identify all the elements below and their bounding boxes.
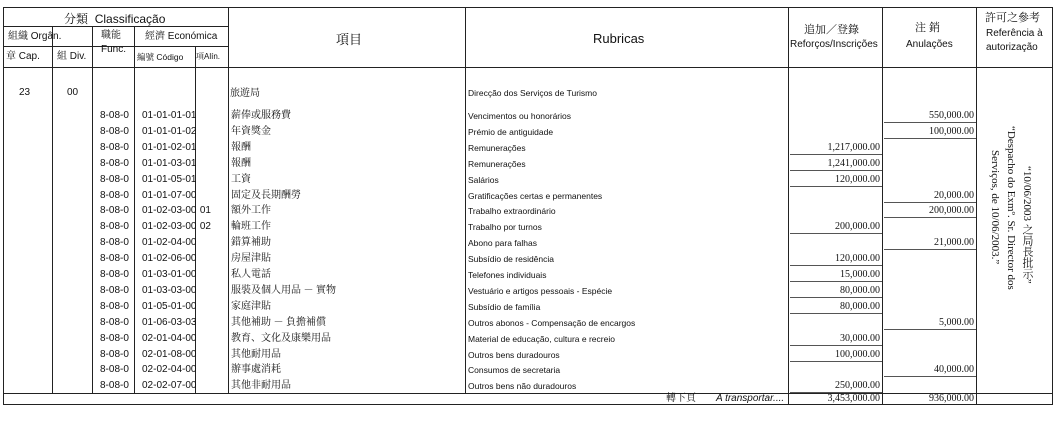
header-bottom-border: [3, 67, 1052, 68]
footer-transport-pt: A transportar....: [716, 393, 785, 404]
row-anulacao: 20,000.00: [934, 190, 974, 201]
row-rubrica: Outros bens duradouros: [468, 350, 560, 360]
row-rubrica: Outros abonos - Compensação de encargos: [468, 318, 636, 328]
row-rubrica: Outros bens não duradouros: [468, 381, 577, 391]
row-code: 02-02-07-00: [142, 380, 197, 391]
row-item-cn: 固定及長期酬勞: [231, 190, 301, 201]
row-code: 01-03-03-00: [142, 285, 197, 296]
col-line-reforcos: [788, 7, 789, 405]
row-code: 01-01-03-01: [142, 158, 197, 169]
header-reforcos-pt: Reforços/Inscrições: [790, 39, 878, 50]
row-item-cn: 額外工作: [231, 205, 271, 216]
section-item-cn: 旅遊局: [230, 88, 260, 99]
row-rubrica: Subsídio de residência: [468, 254, 555, 264]
row-code: 01-02-04-00: [142, 237, 197, 248]
row-rubrica: Consumos de secretaria: [468, 365, 561, 375]
row-func: 8-08-0: [100, 317, 129, 328]
row-code: 01-01-01-02: [142, 126, 197, 137]
row-code: 01-05-01-00: [142, 301, 197, 312]
header-econ: 經濟 Económica: [145, 31, 218, 42]
row-rubrica: Salários: [468, 175, 499, 185]
col-line-items: [228, 7, 229, 393]
authorization-line1: “10/06/2003 之局長批示”: [1021, 166, 1033, 284]
reforco-underline: [790, 297, 882, 298]
row-item-cn: 其他耐用品: [231, 349, 281, 360]
row-code: 01-06-03-03: [142, 317, 197, 328]
section-cap: 23: [19, 87, 31, 98]
col-line-func: [92, 26, 93, 393]
row-reforco: 1,217,000.00: [827, 142, 880, 153]
row-func: 8-08-0: [100, 142, 129, 153]
col-line-rubricas: [465, 7, 466, 393]
header-func-pt: Func.: [101, 44, 127, 55]
header-items: 項目: [336, 32, 363, 47]
header-classificacao: 分類 Classificação: [64, 12, 166, 26]
row-reforco: 200,000.00: [835, 221, 880, 232]
row-func: 8-08-0: [100, 205, 129, 216]
row-func: 8-08-0: [100, 237, 129, 248]
row-reforco: 80,000.00: [840, 285, 880, 296]
col-line-auth: [976, 7, 977, 405]
row-code: 01-03-01-00: [142, 269, 197, 280]
row-item-cn: 家庭津貼: [231, 301, 271, 312]
row-code: 02-02-04-00: [142, 364, 197, 375]
row-rubrica: Trabalho extraordinário: [468, 206, 556, 216]
row-reforco: 30,000.00: [840, 333, 880, 344]
header-cap: 章 Cap.: [6, 51, 40, 62]
header-organ: 組織 Orgân.: [8, 31, 62, 42]
row-rubrica: Remunerações: [468, 143, 526, 153]
col-line-div: [52, 26, 53, 393]
anulacao-underline: [884, 329, 976, 330]
row-item-cn: 工資: [231, 174, 251, 185]
header-auth-pt2: autorização: [986, 42, 1038, 53]
row-item-cn: 教育、文化及康樂用品: [231, 333, 331, 344]
anulacao-underline: [884, 249, 976, 250]
row-code: 02-01-04-00: [142, 333, 197, 344]
row-alin: 02: [199, 221, 211, 232]
reforco-underline: [790, 186, 882, 187]
row-code: 01-02-03-00: [142, 221, 197, 232]
row-func: 8-08-0: [100, 253, 129, 264]
reforco-underline: [790, 170, 882, 171]
header-reforcos-cn: 追加／登錄: [804, 24, 859, 36]
row-code: 01-01-07-00: [142, 190, 197, 201]
row-rubrica: Telefones individuais: [468, 270, 547, 280]
row-item-cn: 其他補助 － 負擔補償: [231, 317, 326, 328]
row-reforco: 15,000.00: [840, 269, 880, 280]
header-div: 組 Div.: [57, 51, 87, 62]
row-item-cn: 年資獎金: [231, 126, 271, 137]
row-anulacao: 550,000.00: [929, 110, 974, 121]
row-func: 8-08-0: [100, 301, 129, 312]
header-alin: 項Alín.: [196, 52, 221, 61]
row-item-cn: 報酬: [231, 158, 251, 169]
row-func: 8-08-0: [100, 110, 129, 121]
row-item-cn: 報酬: [231, 142, 251, 153]
row-alin: 01: [199, 205, 211, 216]
row-func: 8-08-0: [100, 269, 129, 280]
header-anulacoes-cn: 注 銷: [915, 22, 941, 34]
row-reforco: 100,000.00: [835, 349, 880, 360]
row-code: 01-02-06-00: [142, 253, 197, 264]
anulacao-underline: [884, 217, 976, 218]
anulacao-underline: [884, 202, 976, 203]
header-anulacoes-pt: Anulações: [906, 39, 953, 50]
row-func: 8-08-0: [100, 364, 129, 375]
row-item-cn: 其他非耐用品: [231, 380, 291, 391]
row-item-cn: 錯算補助: [231, 237, 271, 248]
row-item-cn: 薪俸或服務費: [231, 110, 291, 121]
row-item-cn: 私人電話: [231, 269, 271, 280]
col-line-anul: [882, 7, 883, 405]
reforco-underline: [790, 265, 882, 266]
table-top-border: [3, 7, 1052, 8]
row-func: 8-08-0: [100, 333, 129, 344]
row-anulacao: 5,000.00: [939, 317, 974, 328]
anulacao-underline: [884, 122, 976, 123]
row-reforco: 250,000.00: [835, 380, 880, 391]
reforco-underline: [790, 361, 882, 362]
row-code: 02-01-08-00: [142, 349, 197, 360]
row-item-cn: 辦事處消耗: [231, 364, 281, 375]
row-rubrica: Vencimentos ou honorários: [468, 111, 572, 121]
row-rubrica: Subsídio de família: [468, 302, 541, 312]
row-anulacao: 100,000.00: [929, 126, 974, 137]
section-rubrica: Direcção dos Serviços de Turismo: [468, 88, 597, 98]
row-code: 01-01-01-01: [142, 110, 197, 121]
section-div: 00: [67, 87, 79, 98]
anulacao-underline: [884, 138, 976, 139]
row-reforco: 120,000.00: [835, 174, 880, 185]
row-func: 8-08-0: [100, 380, 129, 391]
reforco-underline: [790, 345, 882, 346]
row-func: 8-08-0: [100, 190, 129, 201]
row-item-cn: 輪班工作: [231, 221, 271, 232]
row-rubrica: Abono para falhas: [468, 238, 537, 248]
classification-divider: [3, 26, 228, 27]
reforco-underline: [790, 154, 882, 155]
row-func: 8-08-0: [100, 174, 129, 185]
header-auth-pt1: Referência à: [986, 28, 1043, 39]
reforco-underline: [790, 233, 882, 234]
row-rubrica: Material de educação, cultura e recreio: [468, 334, 615, 344]
row-anulacao: 200,000.00: [929, 205, 974, 216]
footer-transport-cn: 轉下頁: [666, 393, 696, 404]
row-reforco: 1,241,000.00: [827, 158, 880, 169]
row-anulacao: 21,000.00: [934, 237, 974, 248]
anulacao-underline: [884, 376, 976, 377]
row-func: 8-08-0: [100, 285, 129, 296]
footer-total-anul: 936,000.00: [929, 393, 974, 404]
row-item-cn: 服裝及個人用品 － 實物: [231, 285, 336, 296]
authorization-line2: “Despacho do Exmº. Sr. Director dos: [1005, 126, 1017, 290]
row-rubrica: Remunerações: [468, 159, 526, 169]
reforco-underline: [790, 281, 882, 282]
header-codigo: 編號 Código: [137, 52, 184, 62]
col-line-left: [3, 7, 4, 405]
row-anulacao: 40,000.00: [934, 364, 974, 375]
reforco-underline: [790, 313, 882, 314]
row-rubrica: Gratificações certas e permanentes: [468, 191, 603, 201]
row-func: 8-08-0: [100, 158, 129, 169]
row-item-cn: 房屋津貼: [231, 253, 271, 264]
footer-total-ref: 3,453,000.00: [827, 393, 880, 404]
header-auth-cn: 許可之參考: [985, 12, 1040, 24]
row-rubrica: Trabalho por turnos: [468, 222, 542, 232]
col-line-econ: [134, 26, 135, 393]
row-rubrica: Prémio de antiguidade: [468, 127, 554, 137]
row-func: 8-08-0: [100, 126, 129, 137]
row-func: 8-08-0: [100, 349, 129, 360]
row-rubrica: Vestuário e artigos pessoais - Espécie: [468, 286, 613, 296]
col-line-right: [1052, 7, 1053, 405]
header-func-cn: 職能: [101, 30, 121, 41]
header-rubricas: Rubricas: [593, 31, 645, 46]
row-reforco: 80,000.00: [840, 301, 880, 312]
row-code: 01-01-02-01: [142, 142, 197, 153]
authorization-line3: Serviços, de 10/06/2003.”: [989, 150, 1001, 265]
row-func: 8-08-0: [100, 221, 129, 232]
row-code: 01-02-03-00: [142, 205, 197, 216]
footer-bottom-border: [3, 404, 1052, 405]
row-code: 01-01-05-01: [142, 174, 197, 185]
row-reforco: 120,000.00: [835, 253, 880, 264]
